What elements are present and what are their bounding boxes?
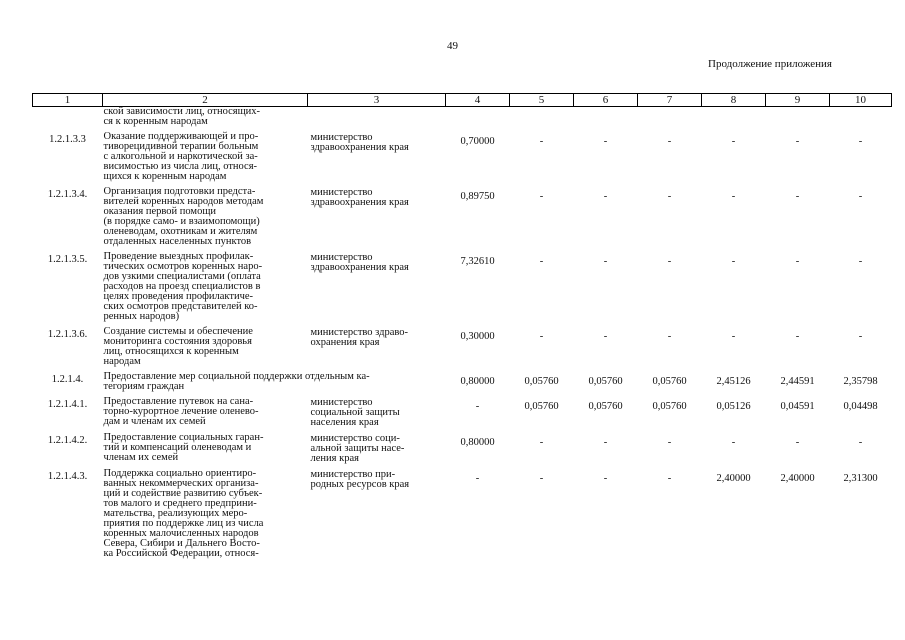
value-col-7: - <box>667 437 672 448</box>
value-col-8: - <box>731 256 736 267</box>
value-col-6: - <box>603 331 608 342</box>
text-line: ления края <box>310 453 359 464</box>
item-description <box>103 327 308 372</box>
table-row <box>33 252 892 327</box>
value-col-7: 0,05760 <box>652 376 687 387</box>
value-col-6: - <box>603 473 608 484</box>
text-line: Предоставление путевок на сана- <box>103 396 254 407</box>
item-description <box>103 107 308 133</box>
value-col-8: - <box>731 331 736 342</box>
item-code: 1.2.1.4. <box>51 374 84 385</box>
item-executor <box>308 187 446 252</box>
text-line: дов узкими специалистами (оплата <box>103 271 261 282</box>
table-body <box>33 107 892 565</box>
column-header-5: 5 <box>510 94 574 107</box>
text-line: министерство при- <box>310 469 396 480</box>
item-code: 1.2.1.3.3 <box>49 134 86 145</box>
column-header-9: 9 <box>766 94 830 107</box>
text-line: министерство <box>310 397 373 408</box>
table-row <box>33 469 892 564</box>
value-col-4: 0,89750 <box>460 191 495 202</box>
text-line: тов малого и среднего предприни- <box>103 498 257 509</box>
value-col-10: 2,35798 <box>843 376 878 387</box>
value-col-10: - <box>858 191 863 202</box>
text-line: Организация подготовки предста- <box>103 186 256 197</box>
text-line: населения края <box>310 417 379 428</box>
item-executor <box>308 469 446 564</box>
text-line: ских осмотров представителей ко- <box>103 301 258 312</box>
value-col-8: - <box>731 437 736 448</box>
text-line: щихся к коренным народам <box>103 171 227 182</box>
item-description <box>103 433 308 469</box>
value-col-5: - <box>539 473 544 484</box>
value-col-7 <box>638 107 702 133</box>
value-col-4: 0,30000 <box>460 331 495 342</box>
value-col-5: - <box>539 191 544 202</box>
value-col-5: - <box>539 331 544 342</box>
value-col-7: 0,05760 <box>652 401 687 412</box>
column-header-7: 7 <box>638 94 702 107</box>
value-col-7: - <box>667 191 672 202</box>
text-line: министерство <box>310 252 373 263</box>
text-line: родных ресурсов края <box>310 479 410 490</box>
value-col-4: 0,80000 <box>460 437 495 448</box>
text-line: альной защиты насе- <box>310 443 405 454</box>
text-line: Проведение выездных профилак- <box>103 251 254 262</box>
text-line: торно-курортное лечение оленево- <box>103 406 259 417</box>
item-code: 1.2.1.4.2. <box>47 435 88 446</box>
item-executor <box>308 433 446 469</box>
value-col-5 <box>510 107 574 133</box>
value-col-8: 2,45126 <box>716 376 751 387</box>
value-col-8: - <box>731 191 736 202</box>
text-line: ка Российской Федерации, относя- <box>103 548 259 559</box>
value-col-6 <box>574 107 638 133</box>
text-line: тических осмотров коренных наро- <box>103 261 263 272</box>
text-line: целях проведения профилактиче- <box>103 291 254 302</box>
item-executor <box>308 252 446 327</box>
item-description <box>103 372 446 397</box>
value-col-8 <box>702 107 766 133</box>
appendix-table <box>32 93 892 564</box>
text-line: оленеводам, охотникам и жителям <box>103 226 258 237</box>
value-col-4: - <box>475 473 480 484</box>
text-line: министерство соци- <box>310 433 400 444</box>
text-line: здравоохранения края <box>310 262 409 273</box>
text-line: расходов на проезд специалистов в <box>103 281 261 292</box>
text-line: народам <box>103 356 141 367</box>
text-line: ванных некоммерческих организа- <box>103 478 259 489</box>
text-line: приятия по поддержке лиц из числа <box>103 518 264 529</box>
text-line: мательства, реализующих меро- <box>103 508 248 519</box>
text-line: отдаленных населенных пунктов <box>103 236 252 247</box>
item-description <box>103 252 308 327</box>
value-col-7: - <box>667 136 672 147</box>
text-line: (в порядке само- и взаимопомощи) <box>103 216 260 227</box>
value-col-10: - <box>858 331 863 342</box>
item-code: 1.2.1.3.5. <box>47 254 88 265</box>
page-number: 49 <box>447 40 458 52</box>
text-line: Создание системы и обеспечение <box>103 326 253 337</box>
text-line: членам их семей <box>103 452 179 463</box>
table-row <box>33 187 892 252</box>
table-row <box>33 433 892 469</box>
value-col-5: - <box>539 437 544 448</box>
text-line: Поддержка социально ориентиро- <box>103 468 257 479</box>
text-line: лиц, относящихся к коренным <box>103 346 239 357</box>
value-col-5: 0,05760 <box>524 401 559 412</box>
value-col-9: 0,04591 <box>780 401 815 412</box>
text-line: Севера, Сибири и Дальнего Восто- <box>103 538 260 549</box>
text-line: министерство <box>310 187 373 198</box>
text-line: мониторинга состояния здоровья <box>103 336 252 347</box>
text-line: Предоставление мер социальной поддержки отдельным ка- <box>103 371 370 382</box>
text-line: тий и компенсаций оленеводам и <box>103 442 252 453</box>
item-executor <box>308 132 446 187</box>
text-line: социальной защиты <box>310 407 400 418</box>
table-row <box>33 327 892 372</box>
item-description <box>103 469 308 564</box>
text-line: ций и содействие развитию субъек- <box>103 488 263 499</box>
value-col-4: 0,70000 <box>460 136 495 147</box>
column-header-8: 8 <box>702 94 766 107</box>
text-line: вителей коренных народов методам <box>103 196 264 207</box>
value-col-9: - <box>795 191 800 202</box>
item-executor <box>308 327 446 372</box>
item-description <box>103 187 308 252</box>
text-line: ся к коренным народам <box>103 116 208 127</box>
text-line: с алкогольной и наркотической за- <box>103 151 258 162</box>
column-header-3: 3 <box>308 94 446 107</box>
item-code <box>33 107 103 133</box>
value-col-9: - <box>795 256 800 267</box>
value-col-6: 0,05760 <box>588 401 623 412</box>
table-row <box>33 107 892 133</box>
value-col-10: 2,31300 <box>843 473 878 484</box>
text-line: тиворецидивной терапии больным <box>103 141 259 152</box>
item-code: 1.2.1.3.6. <box>47 329 88 340</box>
item-description <box>103 132 308 187</box>
item-executor <box>308 107 446 133</box>
value-col-6: 0,05760 <box>588 376 623 387</box>
value-col-4: 0,80000 <box>460 376 495 387</box>
text-line: висимостью из числа лиц, относя- <box>103 161 258 172</box>
value-col-10: 0,04498 <box>843 401 878 412</box>
item-executor <box>308 397 446 433</box>
value-col-4 <box>446 107 510 133</box>
column-header-6: 6 <box>574 94 638 107</box>
text-line: Оказание поддерживающей и про- <box>103 131 259 142</box>
value-col-10: - <box>858 136 863 147</box>
item-code: 1.2.1.4.3. <box>47 471 88 482</box>
value-col-9: - <box>795 331 800 342</box>
value-col-10: - <box>858 437 863 448</box>
text-line: ской зависимости лиц, относящих- <box>103 106 261 117</box>
text-line: коренных малочисленных народов <box>103 528 259 539</box>
value-col-8: - <box>731 136 736 147</box>
value-col-9: 2,44591 <box>780 376 815 387</box>
value-col-9 <box>766 107 830 133</box>
value-col-5: - <box>539 136 544 147</box>
value-col-10: - <box>858 256 863 267</box>
value-col-8: 0,05126 <box>716 401 751 412</box>
item-code: 1.2.1.4.1. <box>47 399 88 410</box>
text-line: Предоставление социальных гаран- <box>103 432 264 443</box>
column-header-10: 10 <box>830 94 892 107</box>
value-col-9: - <box>795 136 800 147</box>
value-col-6: - <box>603 136 608 147</box>
column-header-4: 4 <box>446 94 510 107</box>
value-col-8: 2,40000 <box>716 473 751 484</box>
item-description <box>103 397 308 433</box>
text-line: здравоохранения края <box>310 197 409 208</box>
value-col-6: - <box>603 437 608 448</box>
value-col-7: - <box>667 256 672 267</box>
value-col-9: - <box>795 437 800 448</box>
text-line: ренных народов) <box>103 311 180 322</box>
text-line: министерство <box>310 132 373 143</box>
text-line: министерство здраво- <box>310 327 409 338</box>
item-code: 1.2.1.3.4. <box>47 189 88 200</box>
value-col-7: - <box>667 331 672 342</box>
value-col-5: - <box>539 256 544 267</box>
table-row <box>33 372 892 397</box>
value-col-10 <box>830 107 892 133</box>
value-col-9: 2,40000 <box>780 473 815 484</box>
text-line: тегориям граждан <box>103 381 185 392</box>
value-col-7: - <box>667 473 672 484</box>
value-col-6: - <box>603 191 608 202</box>
value-col-4: - <box>475 401 480 412</box>
value-col-4: 7,32610 <box>460 256 495 267</box>
text-line: охранения края <box>310 337 380 348</box>
column-header-row <box>33 94 892 107</box>
value-col-5: 0,05760 <box>524 376 559 387</box>
value-col-6: - <box>603 256 608 267</box>
table-row <box>33 397 892 433</box>
table-row <box>33 132 892 187</box>
text-line: здравоохранения края <box>310 142 409 153</box>
column-header-1: 1 <box>33 94 103 107</box>
column-header-2: 2 <box>103 94 308 107</box>
text-line: дам и членам их семей <box>103 416 206 427</box>
text-line: оказания первой помощи <box>103 206 217 217</box>
continuation-label: Продолжение приложения <box>708 58 832 70</box>
